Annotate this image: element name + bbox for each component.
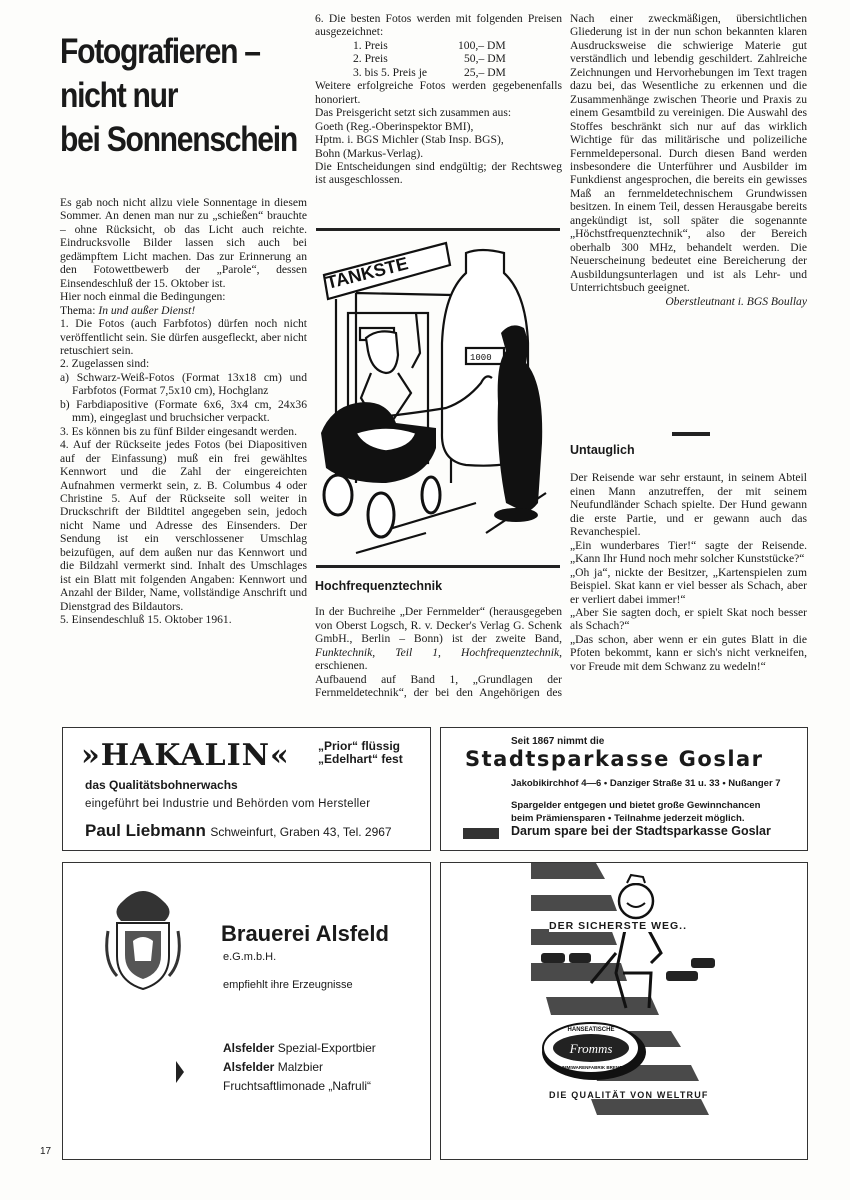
ad-brauerei-alsfeld: Brauerei Alsfeld e.G.m.b.H. empfiehlt ihre Erzeugnisse Alsfelder Spezial-Exportbier Alsfelder Malzbier Fruchtsaftlimonade „Nafruli“ [62, 862, 431, 1160]
coat-of-arms-icon [103, 881, 183, 991]
prize-row: 2. Preis 50,– DM [353, 52, 506, 66]
author: Oberstleutnant i. BGS Boullay [665, 294, 807, 308]
divider [316, 565, 560, 568]
triangle-marker-icon [176, 1061, 184, 1083]
article-hochfrequenztechnik-cont: Nach einer zweckmäßigen, übersichtlichen Gliederung ist in der nun schon bekannten klaren Ausdrucksweise die schwierige Materie gut verständlich und lebendig geschildert. Zahlreiche Zeichnungen und Hervorhebungen im Text tragen dazu bei, das Wesentliche zu erkennen und die Zusammenhänge zwischen Theorie und Praxis zu einem Gesamtbild zu vereinigen. Die Auswahl des Stoffes beschränkt sich nur auf das wirklich Wichtige für das militärische und polizeiliche Fernmeldepersonal. Durch diesen Band werden insbesondere die Unterführer und Ausbilder im Funkdienst angesprochen, die bereits ein gewisses Maß an fernmeldetechnischem Grundwissen besitzen. In einem Teil, dessen Herausgabe bereits angekündigt ist, soll später die sogenannte „Höchstfrequenztechnik“, also der Bereich oberhalb 300 MHz, behandelt werden. Die Neuerscheinung bedeutet eine Bereicherung der Ausbildungsunterlagen und ist als Lehr- und Unterrichtsbuch geeignet. Oberstleutnant i. BGS Boullay [570, 12, 807, 308]
article-hochfrequenztechnik: Hochfrequenztechnik In der Buchreihe „Der Fernmelder“ (herausgegeben von Oberst Logsch, R. v. Decker's Verlag G. Schenk GmbH., Berlin – Bonn) ist der zweite Band, Funktechnik, Teil 1, Hochfrequenztechnik, erschienen. Aufbauend auf Band 1, „Grundlagen der Fernmeldetechnik“, der bei den Angehörigen des [315, 579, 562, 700]
product-item: Alsfelder Malzbier [223, 1060, 324, 1074]
cartoon-sign-text: TANKSTE [324, 253, 411, 293]
theme-line: Thema: In und außer Dienst! [60, 303, 196, 317]
svg-text:Fromms: Fromms [569, 1041, 613, 1056]
prize-row: 1. Preis 100,– DM [353, 38, 506, 52]
section-heading: Hochfrequenztechnik [315, 579, 443, 593]
black-bar-mark [463, 828, 499, 839]
cartoon-counter-text: 1000 [470, 353, 492, 363]
article-title: Fotografieren – nicht nur bei Sonnenschein [60, 32, 297, 159]
fromms-slogan: DIE QUALITÄT VON WELTRUF [549, 1090, 709, 1100]
svg-text:GUMMIWARENFABRIK BREMEN: GUMMIWARENFABRIK BREMEN [556, 1065, 626, 1070]
ad-hakalin: »HAKALIN« „Prior“ flüssig „Edelhart“ fest das Qualitätsbohnerwachs eingeführt bei Industrie und Behörden vom Hersteller Paul Liebmann Schweinfurt, Graben 43, Tel. 2967 [62, 727, 431, 851]
prize-row: 3. bis 5. Preis je 25,– DM [353, 65, 506, 79]
article-photo-contest: Es gab noch nicht allzu viele Sonnentage in diesem Sommer. An denen man nur zu „schießen“ brauchte – ohne Rücksicht, ob das Licht auch reichte. Eindrucksvolle Bilder lassen sich auch bei gedämpftem Licht machen. Das zur Erinnerung an den Fotowettbewerb der „Parole“, dessen Einsendeschluß der 15. Oktober ist. Hier noch einmal die Bedingungen: Thema: In und außer Dienst! 1. Die Fotos (auch Farbfotos) dürfen noch nicht veröffentlicht sein. Sie dürfen ausgefleckt, aber nicht retuschiert sein. 2. Zugelassen sind: a) Schwarz-Weiß-Fotos (Format 13x18 cm) und Farbfotos (Format 7,5x10 cm), Hochglanz b) Farbdiapositive (Formate 6x6, 3x4 cm, 24x36 mm), eingeglast und bruchsicher verpackt. 3. Es können bis zu fünf Bilder eingesandt werden. 4. Auf der Rückseite jedes Fotos (bei Diapositiven auf der Einfassung) muß ein frei gewähltes Kennwort und die Zahl der eingereichten Aufnahmen vermerkt sein, z. B. Columbus 4 oder Christine 5. Auf der Rückseite soll weiter in Druckschrift der Bildtitel angegeben sein, jedoch nicht Name und Adresse des Einsenders. Der Sendung ist ein verschlossener Umschlag beizufügen, auf dem außen nur das Kennwort und die Bildzahl vermerkt sind. Inhalt des Umschlages ist ein Blatt mit folgenden Angaben: Kennwort und Anzahl der Bilder, Name, vollständige Anschrift und Dienstgrad des Bildautors. 5. Einsendeschluß 15. Oktober 1961. [60, 196, 307, 627]
section-heading: Untauglich [570, 443, 635, 457]
page-number: 17 [40, 1146, 52, 1157]
svg-text:HANSEATISCHE: HANSEATISCHE [567, 1027, 615, 1033]
divider [672, 432, 710, 436]
article-untauglich: Untauglich Der Reisende war sehr erstaunt, in seinem Abteil einen Mann anzutreffen, der mit seinem Neufundländer Schach spielte. Der Hund gewann die erste Partie, und er gewann auch das Revanchespiel. „Ein wunderbares Tier!“ sagte der Reisende. „Kann Ihr Hund noch mehr solcher Kunststücke?“ „Oh ja“, nickte der Besitzer, „Kartenspielen zum Beispiel. Skat kann er viel besser als Schach, aber er verliert dabei immer!“ „Aber Sie sagten doch, er spielt Skat noch besser als Schach?“ „Das schon, aber wenn er ein gutes Blatt in die Pfoten bekommt, kann er sich's nicht verkneifen, vor Freude mit dem Schwanz zu wedeln!“ [570, 443, 807, 673]
product-item: Alsfelder Spezial-Exportbier [223, 1041, 376, 1055]
hakalin-brand: »HAKALIN« [81, 738, 290, 773]
divider [316, 228, 560, 231]
ad-fromms [440, 862, 808, 1160]
crosswalk-illustration [531, 863, 731, 1123]
ad-stadtsparkasse-goslar: Seit 1867 nimmt die Stadtsparkasse Goslar Jakobikirchhof 4—6 • Danziger Straße 31 u. 33 • Nußanger 7 Spargelder entgegen und bietet große Gewinnchancen beim Prämiensparen • Teilnahme jederzeit möglich. Darum spare bei der Stadtsparkasse Goslar [440, 727, 808, 851]
fromms-logo-badge [539, 1018, 649, 1082]
product-item: Fruchtsaftlimonade „Nafruli“ [223, 1079, 372, 1093]
article-photo-contest-cont: 6. Die besten Fotos werden mit folgenden Preisen ausgezeichnet: 1. Preis 100,– DM 2. Preis 50,– DM 3. bis 5. Preis je 25,– DM Weitere erfolgreiche Fotos werden gegebenenfalls honoriert. Das Preisgericht setzt sich zusammen aus: Goeth (Reg.-Oberinspektor BMI), Hptm. i. BGS Michler (Stab Insp. BGS), Bohn (Markus-Verlag). Die Entscheidungen sind endgültig; der Rechtsweg ist ausgeschlossen. [315, 12, 562, 187]
fromms-headline: DER SICHERSTE WEG.. [549, 920, 688, 932]
cartoon-illustration [316, 233, 560, 563]
